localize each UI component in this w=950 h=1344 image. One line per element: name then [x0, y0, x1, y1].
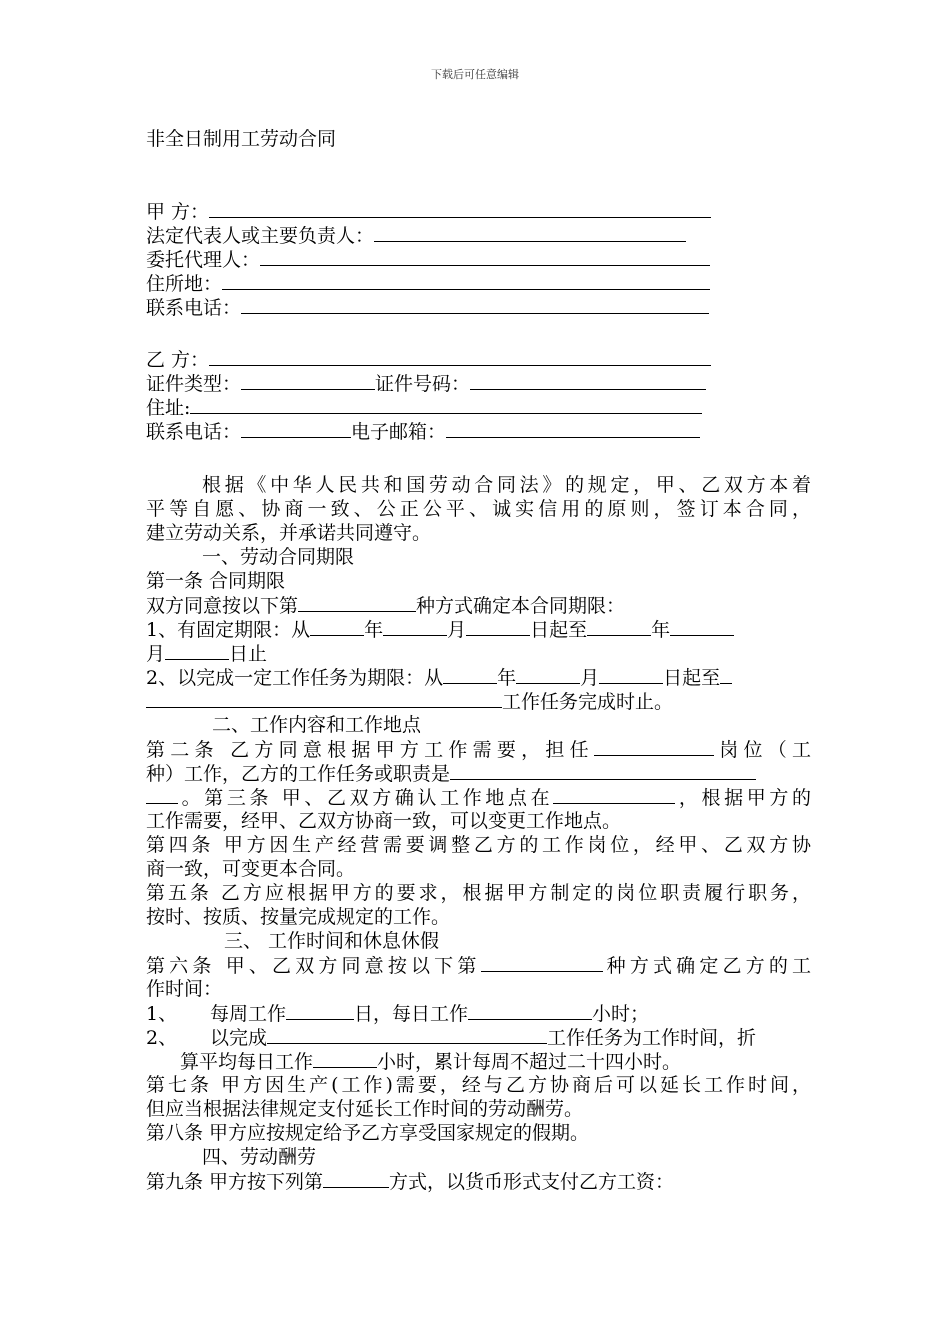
article-2-text-c: 种）工作，乙方的工作任务或职责是: [146, 763, 451, 785]
section-1-heading: 一、劳动合同期限: [202, 546, 355, 568]
party-a-blank[interactable]: [209, 199, 711, 218]
article-7-line-2: 但应当根据法律规定支付延长工作时间的劳动酬劳。: [146, 1098, 584, 1120]
weekly-work-label: 每周工作: [210, 1003, 287, 1025]
party-b-blank[interactable]: [209, 347, 711, 366]
legal-rep-label: 法定代表人或主要负责人：: [146, 225, 375, 247]
party-a-block: [146, 199, 811, 319]
article-1-text: 双方同意按以下第: [146, 595, 299, 617]
task-start-day-blank[interactable]: [599, 665, 663, 684]
position-blank[interactable]: [594, 737, 714, 756]
workplace-blank[interactable]: [553, 785, 675, 804]
end-year-blank[interactable]: [587, 617, 651, 636]
id-type-blank[interactable]: [241, 371, 375, 390]
article-5-line-2: 按时、按质、按量完成规定的工作。: [146, 906, 451, 928]
preamble-line-3: 建立劳动关系，并承诺共同遵守。: [146, 522, 432, 544]
month-label: 月: [447, 619, 467, 641]
article-6-text: 第六条 甲、乙双方同意按以下第: [146, 955, 481, 977]
start-month-blank[interactable]: [383, 617, 447, 636]
id-type-label: 证件类型：: [146, 373, 242, 395]
article-3-text: 。第三条 甲、乙双方确认工作地点在: [178, 787, 554, 809]
month-label: 月: [580, 667, 600, 689]
task-term-label: 2、以完成一定工作任务为期限：从: [146, 667, 444, 689]
start-day-blank[interactable]: [466, 617, 530, 636]
article-6-text-b: 种方式确定乙方的工: [602, 955, 811, 977]
end-day-blank[interactable]: [165, 641, 229, 660]
article-8: 第八条 甲方应按规定给予乙方享受国家规定的假期。: [146, 1122, 590, 1144]
month-label: 月: [146, 643, 166, 665]
preamble-line-1: 根据《中华人民共和国劳动合同法》的规定，甲、乙双方本着: [202, 474, 811, 496]
party-a-phone-label: 联系电话：: [146, 297, 242, 319]
preamble-line-2: 平等自愿、协商一致、公正公平、诚实信用的原则，签订本合同，: [146, 498, 811, 520]
start-year-blank[interactable]: [310, 617, 364, 636]
article-2-text: 第二条 乙方同意根据甲方工作需要，担任: [146, 739, 594, 761]
work-time-method-blank[interactable]: [481, 953, 603, 972]
payment-method-blank[interactable]: [323, 1169, 389, 1188]
task-description-blank[interactable]: [146, 689, 502, 708]
hours-label: 小时；: [592, 1003, 650, 1025]
section-2-heading: 二、工作内容和工作地点: [212, 714, 422, 736]
year-label: 年: [497, 667, 517, 689]
article-9-text: 第九条 甲方按下列第: [146, 1171, 324, 1193]
party-b-address-label: 住址:: [146, 397, 191, 419]
option-1-number: 1、: [146, 1003, 178, 1025]
party-b-phone-label: 联系电话：: [146, 421, 242, 443]
day-from-to-label: 日起至: [530, 619, 588, 641]
task-blank-a[interactable]: [720, 665, 732, 684]
article-4-line-2: 商一致，可变更本合同。: [146, 858, 356, 880]
task-time-label: 工作任务为工作时间，折: [547, 1027, 757, 1049]
end-month-blank-a[interactable]: [670, 617, 734, 636]
task-start-month-blank[interactable]: [516, 665, 580, 684]
article-1-text-end: 种方式确定本合同期限：: [416, 595, 626, 617]
task-end-label: 工作任务完成时止。: [502, 691, 674, 713]
year-label: 年: [651, 619, 671, 641]
day-end-label: 日止: [229, 643, 268, 665]
days-per-week-blank[interactable]: [286, 1001, 354, 1020]
average-hours-blank[interactable]: [313, 1049, 377, 1068]
complete-label: 以完成: [210, 1027, 268, 1049]
party-b-phone-blank[interactable]: [241, 419, 351, 438]
document-title: 非全日制用工劳动合同: [146, 128, 337, 150]
day-from-to-label: 日起至: [663, 667, 721, 689]
weekly-limit-label: 小时，累计每周不超过二十四小时。: [377, 1051, 682, 1073]
section-3-heading: 三、 工作时间和休息休假: [224, 930, 440, 952]
average-daily-label: 算平均每日工作: [180, 1051, 314, 1073]
term-method-blank[interactable]: [298, 593, 416, 612]
article-4-line-1: 第四条 甲方因生产经营需要调整乙方的工作岗位，经甲、乙双方协: [146, 834, 811, 856]
article-1-title: 第一条 合同期限: [146, 570, 286, 592]
party-b-label: 乙 方：: [146, 349, 210, 371]
contract-body: [146, 473, 811, 1193]
article-9-text-b: 方式，以货币形式支付乙方工资：: [389, 1171, 675, 1193]
party-a-phone-blank[interactable]: [241, 295, 709, 314]
hours-per-day-blank[interactable]: [468, 1001, 592, 1020]
article-3-text-b: ，根据甲方的: [675, 787, 811, 809]
article-5-line-1: 第五条 乙方应根据甲方的要求，根据甲方制定的岗位职责履行职务，: [146, 882, 811, 904]
daily-work-label: 日，每日工作: [354, 1003, 469, 1025]
email-label: 电子邮箱：: [351, 421, 447, 443]
page-header: 下载后可任意编辑: [431, 68, 519, 81]
fixed-term-label: 1、有固定期限：从: [146, 619, 311, 641]
duties-blank[interactable]: [450, 761, 756, 780]
option-2-number: 2、: [146, 1027, 178, 1049]
id-number-label: 证件号码：: [375, 373, 471, 395]
task-start-year-blank[interactable]: [443, 665, 497, 684]
party-a-label: 甲 方：: [146, 201, 210, 223]
party-a-address-blank[interactable]: [222, 271, 710, 290]
legal-rep-blank[interactable]: [374, 223, 686, 242]
article-3-text-c: 工作需要，经甲、乙双方协商一致，可以变更工作地点。: [146, 810, 622, 832]
duties-blank-cont[interactable]: [146, 785, 178, 804]
task-blank[interactable]: [267, 1025, 547, 1044]
agent-blank[interactable]: [260, 247, 710, 266]
id-number-blank[interactable]: [470, 371, 706, 390]
article-2-text-b: 岗位（工: [713, 739, 811, 761]
article-6-text-c: 作时间：: [146, 978, 223, 1000]
party-b-block: [146, 347, 811, 443]
article-7-line-1: 第七条 甲方因生产(工作)需要，经与乙方协商后可以延长工作时间，: [146, 1074, 811, 1096]
agent-label: 委托代理人：: [146, 249, 261, 271]
party-a-address-label: 住所地：: [146, 273, 223, 295]
email-blank[interactable]: [446, 419, 700, 438]
year-label: 年: [364, 619, 384, 641]
party-b-address-blank[interactable]: [190, 395, 702, 414]
section-4-heading: 四、劳动酬劳: [202, 1146, 317, 1168]
